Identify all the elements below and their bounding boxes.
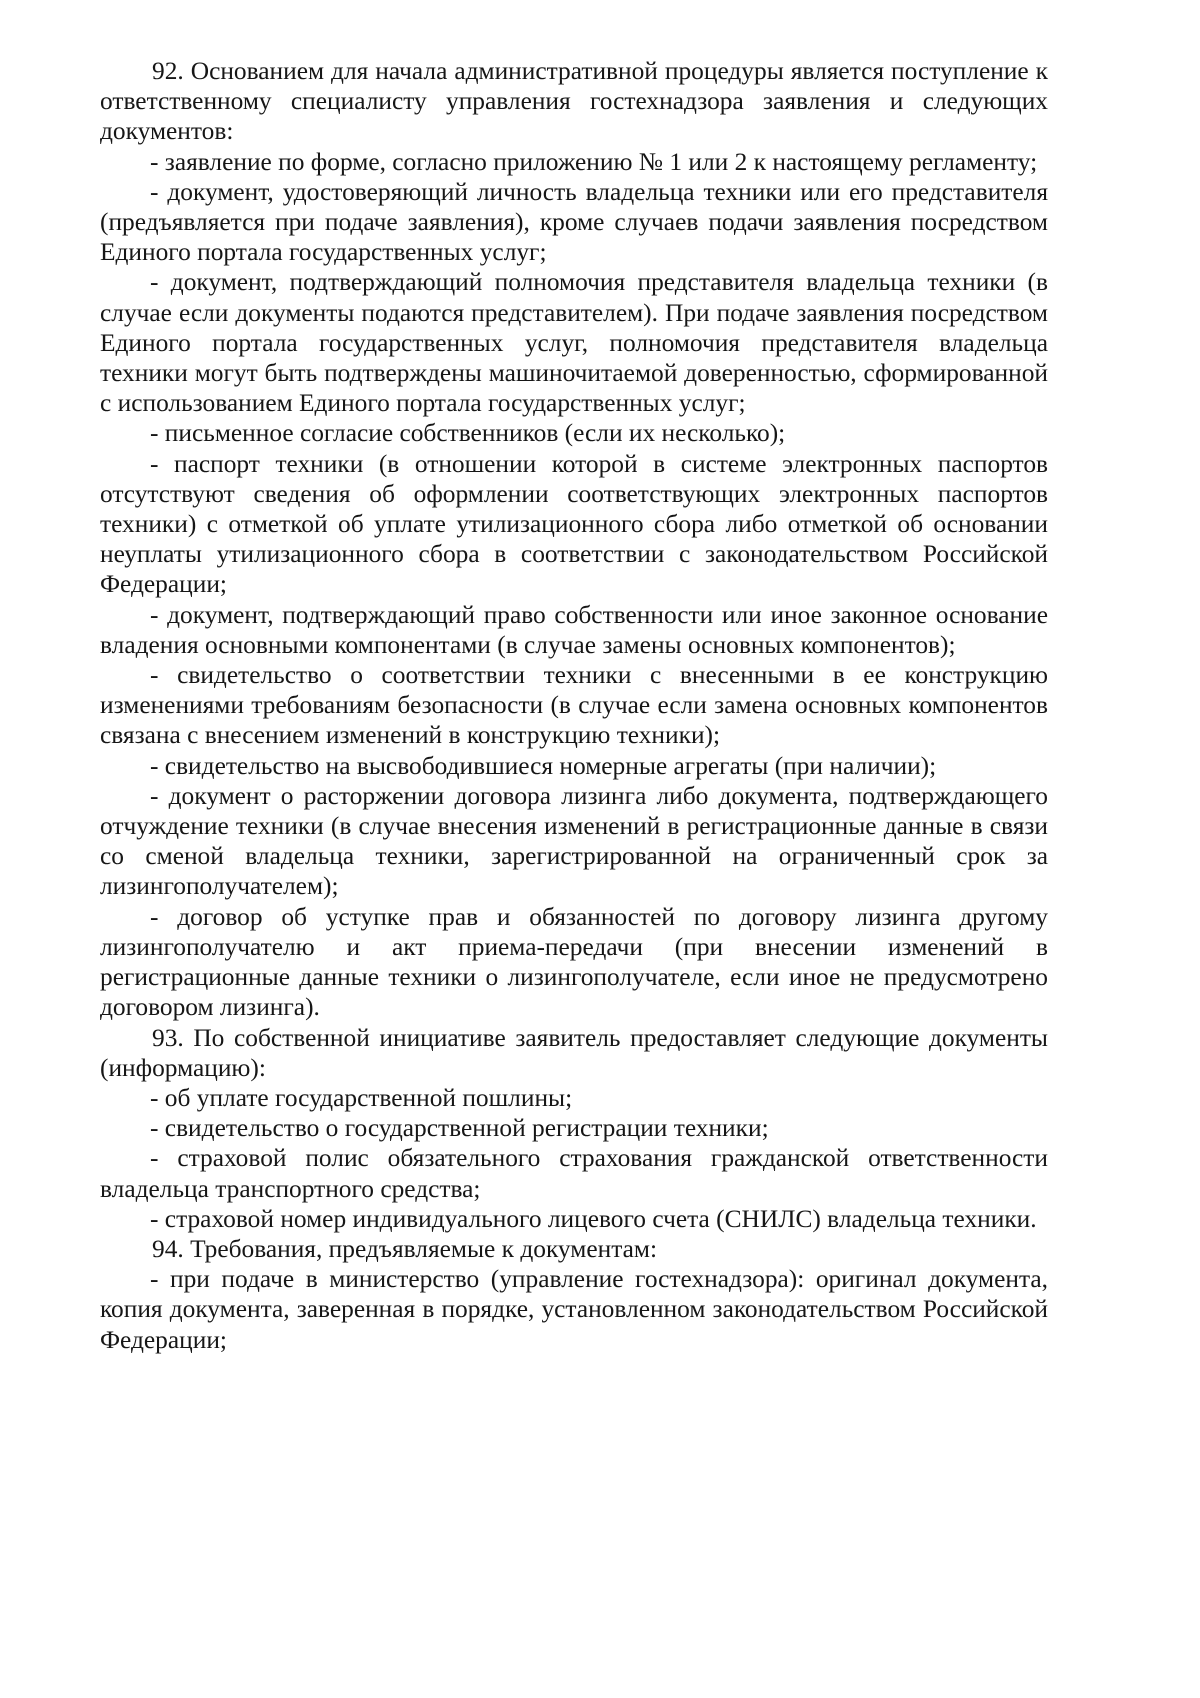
document-page — [100, 56, 1048, 1355]
list-item: - документ о расторжении договора лизинга либо документа, подтверждающего отчуждение техники (в случае внесения изменений в регистрационные данные в связи со сменой владельца техники, зарегистрированной на ограниченный срок за лизингополучателем); — [100, 781, 1048, 901]
list-item: - заявление по форме, согласно приложению № 1 или 2 к настоящему регламенту; — [150, 147, 1038, 176]
list-item: - документ, удостоверяющий личность владельца техники или его представителя (предъявляется при подаче заявления), кроме случаев подачи заявления посредством Единого портала государственных услуг; — [100, 177, 1048, 267]
list-item: - договор об уступке прав и обязанностей по договору лизинга другому лизингополучателю и акт приема-передачи (при внесении изменений в регистрационные данные техники о лизингополучателе, если иное не предусмотрено договором лизинга). — [100, 902, 1048, 1022]
list-item: - паспорт техники (в отношении которой в системе электронных паспортов отсутствуют сведения об оформлении соответствующих электронных паспортов техники) с отметкой об уплате утилизационного сбора либо отметкой об основании неуплаты утилизационного сбора в соответствии с законодательством Российской Федерации; — [100, 449, 1048, 599]
list-item: - свидетельство о соответствии техники с внесенными в ее конструкцию изменениями требованиям безопасности (в случае если замена основных компонентов связана с внесением изменений в конструкцию техники); — [100, 661, 1048, 750]
list-item: - при подаче в министерство (управление гостехнадзора): оригинал документа, копия документа, заверенная в порядке, установленном законодательством Российской Федерации; — [100, 1265, 1048, 1354]
paragraph-92: 92. Основанием для начала административной процедуры является поступление к ответственному специалисту управления гостехнадзора заявления и следующих документов: — [100, 57, 1048, 146]
paragraph-93: 93. По собственной инициативе заявитель предоставляет следующие документы (информацию): — [100, 1023, 1048, 1082]
list-item: - письменное согласие собственников (если их несколько); — [150, 419, 786, 448]
list-item: - свидетельство на высвободившиеся номерные агрегаты (при наличии); — [150, 751, 937, 780]
list-item: - страховой номер индивидуального лицевого счета (СНИЛС) владельца техники. — [150, 1204, 1037, 1233]
list-item: - страховой полис обязательного страхования гражданской ответственности владельца транспортного средства; — [100, 1144, 1048, 1203]
list-item: - документ, подтверждающий полномочия представителя владельца техники (в случае если документы подаются представителем). При подаче заявления посредством Единого портала государственных услуг, полномочия представителя владельца техники могут быть подтверждены машиночитаемой доверенностью, сформированной с использованием Единого портала государственных услуг; — [100, 268, 1048, 418]
paragraph-94: 94. Требования, предъявляемые к документам: — [152, 1234, 657, 1263]
list-item: - об уплате государственной пошлины; — [150, 1083, 573, 1112]
list-item: - документ, подтверждающий право собственности или иное законное основание владения основными компонентами (в случае замены основных компонентов); — [100, 600, 1048, 659]
list-item: - свидетельство о государственной регистрации техники; — [150, 1114, 769, 1143]
